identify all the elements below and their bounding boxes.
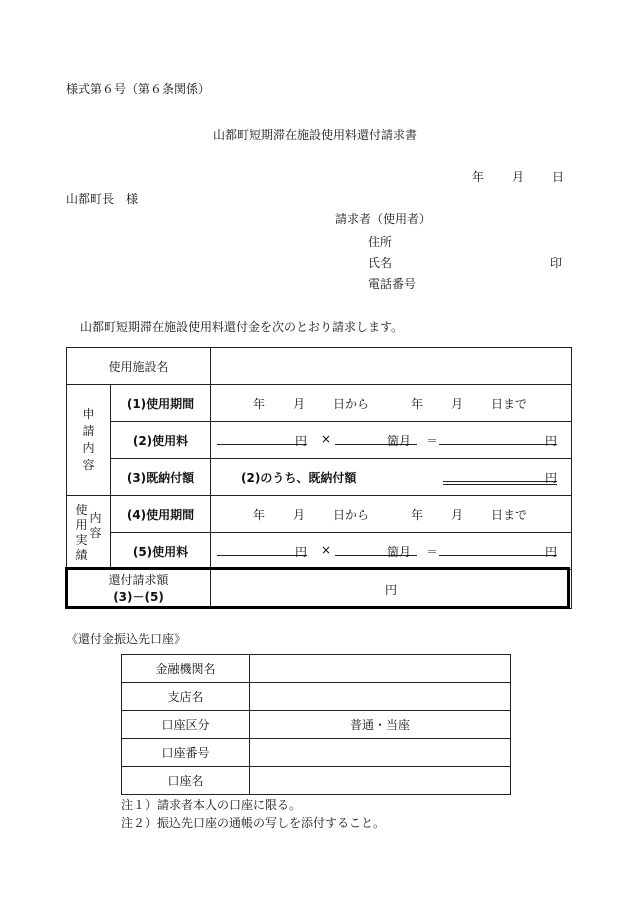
facility-label: 使用施設名 [67,348,211,385]
claimant-heading: 請求者（使用者） [335,212,432,226]
phone-label: 電話番号 [368,277,417,291]
table-row [122,711,511,739]
period-field-1[interactable]: 年 月 日から 年 月 日まで [211,385,572,422]
bank-heading: 《還付金振込先口座》 [66,632,187,646]
account-number-field[interactable] [250,739,511,767]
fee-field-1[interactable]: 円 × 箇月 ＝ 円 [211,422,572,459]
account-type-field[interactable]: 普通・当座 [250,711,511,739]
document-title: 山都町短期滞在施設使用料還付請求書 [212,128,417,142]
seal-mark: 印 [550,256,563,270]
form-number: 様式第６号（第６条関係） [66,82,211,96]
table-row [67,533,572,570]
period-label-1: (1)使用期間 [111,385,211,422]
branch-field[interactable] [250,683,511,711]
name-label: 氏名 [368,256,393,270]
branch-label: 支店名 [122,683,250,711]
facility-field[interactable] [211,348,572,385]
address-label: 住所 [368,235,393,249]
note-1: 注１）請求者本人の口座に限る。 [121,798,302,812]
account-name-field[interactable] [250,767,511,795]
intro-text: 山都町短期滞在施設使用料還付金を次のとおり請求します。 [80,320,404,334]
paid-field[interactable]: (2)のうち、既納付額 円 [211,459,572,496]
table-row [67,496,572,533]
bank-name-label: 金融機関名 [122,655,250,683]
bank-name-field[interactable] [250,655,511,683]
paid-label: (3)既納付額 [111,459,211,496]
fee-label-1: (2)使用料 [111,422,211,459]
note-2: 注２）振込先口座の通帳の写しを添付すること。 [121,816,386,830]
table-row [122,683,511,711]
fee-field-2[interactable]: 円 × 箇月 ＝ 円 [211,533,572,570]
bank-table [121,654,511,795]
period-label-2: (4)使用期間 [111,496,211,533]
period-field-2[interactable]: 年 月 日から 年 月 日まで [211,496,572,533]
table-row [67,422,572,459]
date-month: 月 [512,170,525,184]
table-row [122,655,511,683]
actual-group-label: 使 用 実 績 内 容 [67,496,111,570]
account-number-label: 口座番号 [122,739,250,767]
application-group-label: 申 請 内 容 [67,385,111,496]
facility-row [67,348,572,385]
table-row [67,459,572,496]
date-day: 日 [552,170,565,184]
refund-emphasis-border [65,567,570,609]
refund-yen: 円 [385,582,398,597]
date-year: 年 [472,170,485,184]
refund-label: 還付請求額 (3)－(5) [67,570,211,609]
addressee: 山都町長 様 [66,192,139,206]
fee-label-2: (5)使用料 [111,533,211,570]
table-row [67,385,572,422]
table-row [122,767,511,795]
account-name-label: 口座名 [122,767,250,795]
table-row [122,739,511,767]
account-type-label: 口座区分 [122,711,250,739]
